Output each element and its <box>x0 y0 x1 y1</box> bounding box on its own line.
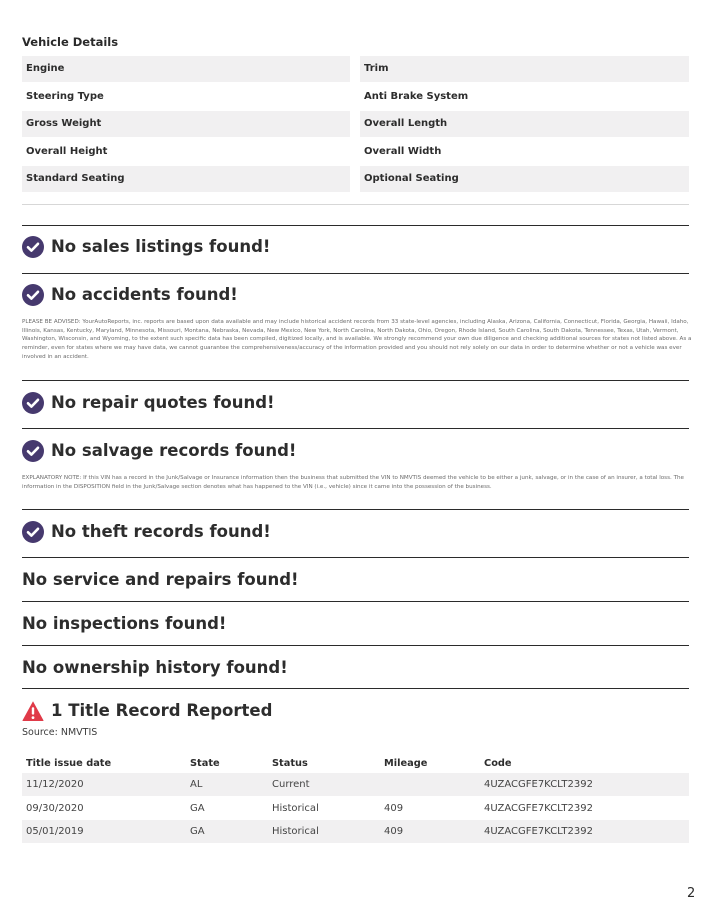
cell-status: Historical <box>272 826 319 837</box>
title-records-source: Source: NMVTIS <box>22 727 98 738</box>
divider <box>22 428 689 429</box>
col-title-issue-date: Title issue date <box>26 758 112 769</box>
divider <box>22 204 689 205</box>
check-circle-icon <box>22 392 44 414</box>
col-mileage: Mileage <box>384 758 428 769</box>
service-heading: No service and repairs found! <box>22 570 299 589</box>
cell-state: GA <box>190 826 205 837</box>
accidents-disclaimer: PLEASE BE ADVISED: YourAutoReports, inc. reports are based upon data available and may include historical accident records from 33 state-level agencies, including Alaska, Arizona, California, Connecticut, Florida, Georgia, Hawaii, Idaho, Illinois, Kansas, Kentucky, Maryland, Minnesota, Missouri, Montana, Nebraska, Nevada, New Mexico, New York, North Carolina, North Dakota, Ohio, Oregon, Rhode Island, South Carolina, South Dakota, Tennessee, Texas, Utah, Vermont, Washington, Wisconsin, and Wyoming, to the extent such specific data has been compiled, digitized locally, and is available. We strongly recommend your own due diligence and checking additional sources for states not listed above. As a reminder, even for states where we may have data, we cannot guarantee the comprehensiveness/accuracy of the information provided and you should not rely solely on our data in order to determine whether or not a vehicle was ever involved in an accident. <box>22 319 692 360</box>
cell-code: 4UZACGFE7KCLT2392 <box>484 779 593 790</box>
vd-engine: Engine <box>22 56 350 82</box>
cell-date: 11/12/2020 <box>26 779 84 790</box>
divider <box>22 601 689 602</box>
cell-code: 4UZACGFE7KCLT2392 <box>484 826 593 837</box>
ownership-heading: No ownership history found! <box>22 658 288 677</box>
cell-status: Current <box>272 779 310 790</box>
check-circle-icon <box>22 440 44 462</box>
cell-state: GA <box>190 803 205 814</box>
divider <box>22 557 689 558</box>
vd-steering-type: Steering Type <box>26 91 104 102</box>
table-row <box>22 797 689 820</box>
cell-code: 4UZACGFE7KCLT2392 <box>484 803 593 814</box>
salvage-heading: No salvage records found! <box>51 441 297 460</box>
vd-optional-seating: Optional Seating <box>360 166 689 192</box>
divider <box>22 380 689 381</box>
vehicle-details-title: Vehicle Details <box>22 35 119 49</box>
divider <box>22 509 689 510</box>
page-number: 2 <box>687 886 696 901</box>
divider <box>22 225 689 226</box>
vd-overall-height: Overall Height <box>26 146 108 157</box>
divider <box>22 688 689 689</box>
theft-heading: No theft records found! <box>51 522 271 541</box>
title-records-heading: 1 Title Record Reported <box>51 701 273 720</box>
cell-date: 09/30/2020 <box>26 803 84 814</box>
salvage-explanatory-note: EXPLANATORY NOTE: If this VIN has a record in the Junk/Salvage or Insurance information then the business that submitted the VIN to NMVTIS deemed the vehicle to be either a junk, salvage, or in the case of an insurer, a total loss. The information in the DISPOSITION field in the Junk/Salvage section denotes what has happened to the VIN (i.e., vehicle) since it came into the possession of the business. <box>22 475 684 490</box>
warning-triangle-icon <box>22 700 44 722</box>
accidents-heading: No accidents found! <box>51 285 238 304</box>
sales-listings-heading: No sales listings found! <box>51 237 271 256</box>
col-state: State <box>190 758 220 769</box>
repair-quotes-heading: No repair quotes found! <box>51 393 275 412</box>
vd-overall-length: Overall Length <box>360 111 689 137</box>
table-row <box>22 773 689 796</box>
cell-date: 05/01/2019 <box>26 826 84 837</box>
cell-mileage: 409 <box>384 803 404 814</box>
col-code: Code <box>484 758 512 769</box>
vd-overall-width: Overall Width <box>364 146 442 157</box>
divider <box>22 273 689 274</box>
check-circle-icon <box>22 521 44 543</box>
vd-trim: Trim <box>360 56 689 82</box>
table-header-row <box>22 752 689 775</box>
vd-gross-weight: Gross Weight <box>22 111 350 137</box>
inspections-heading: No inspections found! <box>22 614 227 633</box>
cell-state: AL <box>190 779 203 790</box>
table-row <box>22 820 689 843</box>
check-circle-icon <box>22 236 44 258</box>
check-circle-icon <box>22 284 44 306</box>
cell-mileage: 409 <box>384 826 404 837</box>
divider <box>22 645 689 646</box>
vd-standard-seating: Standard Seating <box>22 166 350 192</box>
col-status: Status <box>272 758 308 769</box>
vd-anti-brake-system: Anti Brake System <box>364 91 469 102</box>
cell-status: Historical <box>272 803 319 814</box>
